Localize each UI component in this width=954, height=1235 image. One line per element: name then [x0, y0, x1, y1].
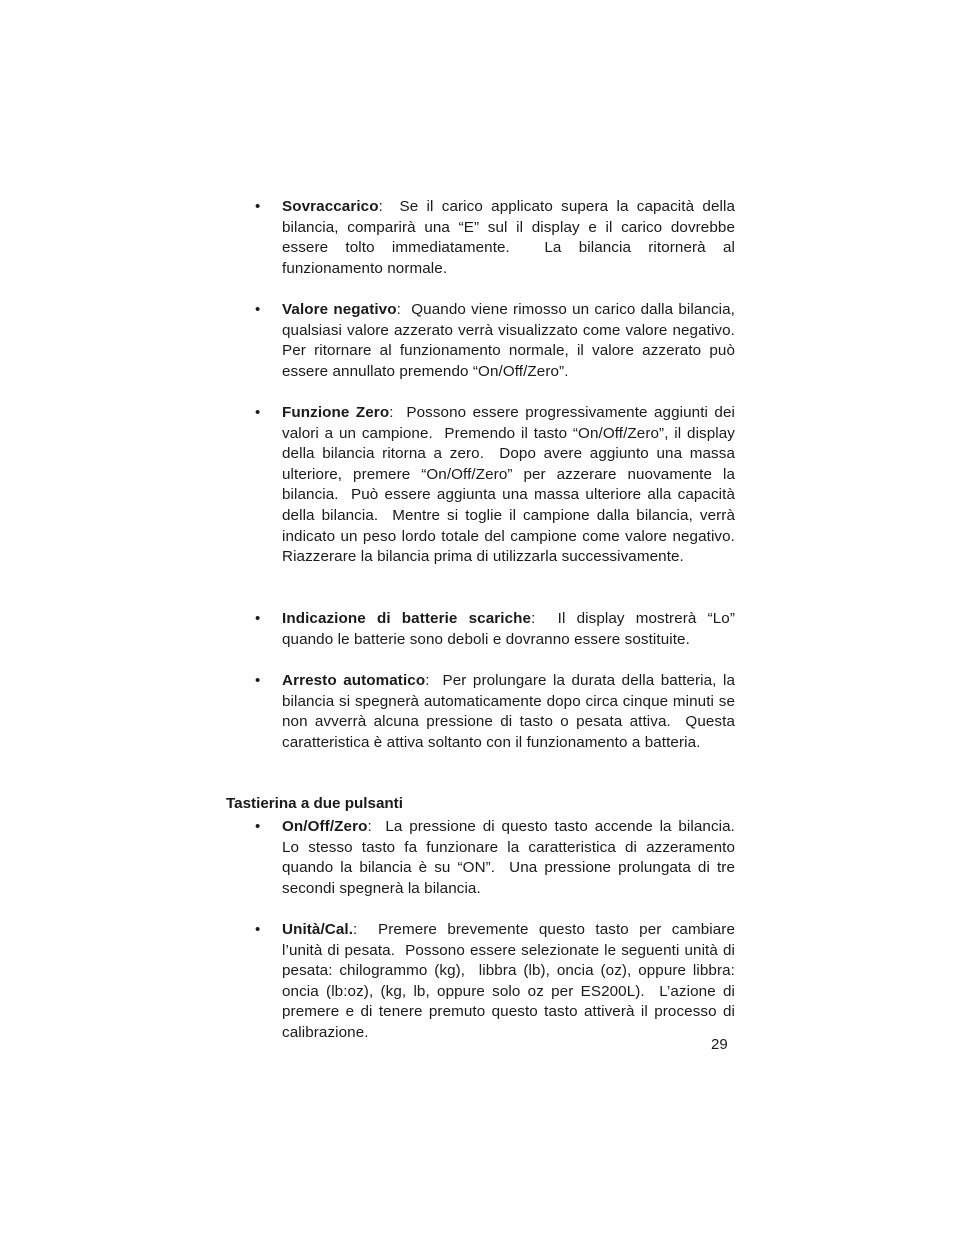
- bullet-icon: •: [255, 404, 261, 421]
- bullet-icon: •: [255, 672, 261, 689]
- key-item-unit-cal: [255, 920, 740, 1044]
- page-number: 29: [711, 1036, 728, 1053]
- item-separator: :: [425, 672, 430, 689]
- list-item: [255, 403, 744, 568]
- feature-item-negative-value: [255, 300, 744, 382]
- list-item: [255, 300, 744, 382]
- item-separator: :: [389, 404, 394, 421]
- item-term: Sovraccarico: [282, 198, 379, 215]
- list-item: [255, 817, 744, 899]
- item-term: On/Off/Zero: [282, 818, 368, 835]
- list-item: [255, 609, 740, 650]
- key-item-on-off-zero: [255, 817, 744, 899]
- bullet-icon: •: [255, 921, 261, 938]
- feature-item-low-battery: [255, 609, 740, 650]
- section-heading: Tastierina a due pulsanti: [226, 795, 403, 812]
- item-text: Il display mostrerà “Lo” quando le batterie sono deboli e dovranno essere sostituite.: [282, 610, 740, 648]
- bullet-icon: •: [255, 610, 261, 627]
- item-separator: :: [378, 198, 383, 215]
- item-text: Premere brevemente questo tasto per cambiare l’unità di pesata. Possono essere selezionate le seguenti unità di pesata: chilogrammo (kg), libbra (lb), oncia (oz), oppure libbra: oncia (lb:oz), (kg, lb, oppure solo oz per ES200L). L’azione di premere e di tenere premuto questo tasto attiverà il processo di calibrazione.: [282, 921, 740, 1041]
- item-text: Per prolungare la durata della batteria, la bilancia si spegnerà automaticamente dopo circa cinque minuti se non avverrà alcuna pressione di tasto o pesata attiva. Questa caratteristica è attiva soltanto con il funzionamento a batteria.: [282, 672, 740, 751]
- bullet-icon: •: [255, 818, 261, 835]
- feature-item-zero-function: [255, 403, 744, 568]
- item-text: La pressione di questo tasto accende la bilancia. Lo stesso tasto fa funzionare la caratteristica di azzeramento quando la bilancia è su “ON”. Una pressione prolungata di tre secondi spegnerà la bilancia.: [282, 818, 744, 897]
- list-item: [255, 671, 740, 753]
- item-separator: :: [396, 301, 401, 318]
- item-term: Indicazione di batterie scariche: [282, 610, 532, 627]
- feature-item-auto-off: [255, 671, 740, 753]
- item-term: Unità/Cal.: [282, 921, 354, 938]
- item-separator: :: [367, 818, 372, 835]
- item-term: Valore negativo: [282, 301, 397, 318]
- list-item: [255, 197, 740, 279]
- item-text: Se il carico applicato supera la capacità della bilancia, comparirà una “E” sul il display e il carico dovrebbe essere tolto immediatamente. La bilancia ritornerà al funzionamento normale.: [282, 198, 740, 277]
- item-term: Arresto automatico: [282, 672, 426, 689]
- item-separator: :: [353, 921, 358, 938]
- item-text: Possono essere progressivamente aggiunti dei valori a un campione. Premendo il tasto “On/Off/Zero”, il display della bilancia ritorna a zero. Dopo avere aggiunto una massa ulteriore, premere “On/Off/Zero” per azzerare nuovamente la bilancia. Può essere aggiunta una massa ulteriore alla capacità della bilancia. Mentre si toglie il campione dalla bilancia, verrà indicato un peso lordo totale del campione come valore negativo. Riazzerare la bilancia prima di utilizzarla successivamente.: [282, 404, 744, 566]
- item-text: Quando viene rimosso un carico dalla bilancia, qualsiasi valore azzerato verrà visualizzato come valore negativo. Per ritornare al funzionamento normale, il valore azzerato può essere annullato premendo “On/Off/Zero”.: [282, 301, 744, 380]
- bullet-icon: •: [255, 198, 261, 215]
- item-separator: :: [531, 610, 536, 627]
- item-term: Funzione Zero: [282, 404, 390, 421]
- bullet-icon: •: [255, 301, 261, 318]
- feature-item-overload: [255, 197, 740, 279]
- list-item: [255, 920, 740, 1044]
